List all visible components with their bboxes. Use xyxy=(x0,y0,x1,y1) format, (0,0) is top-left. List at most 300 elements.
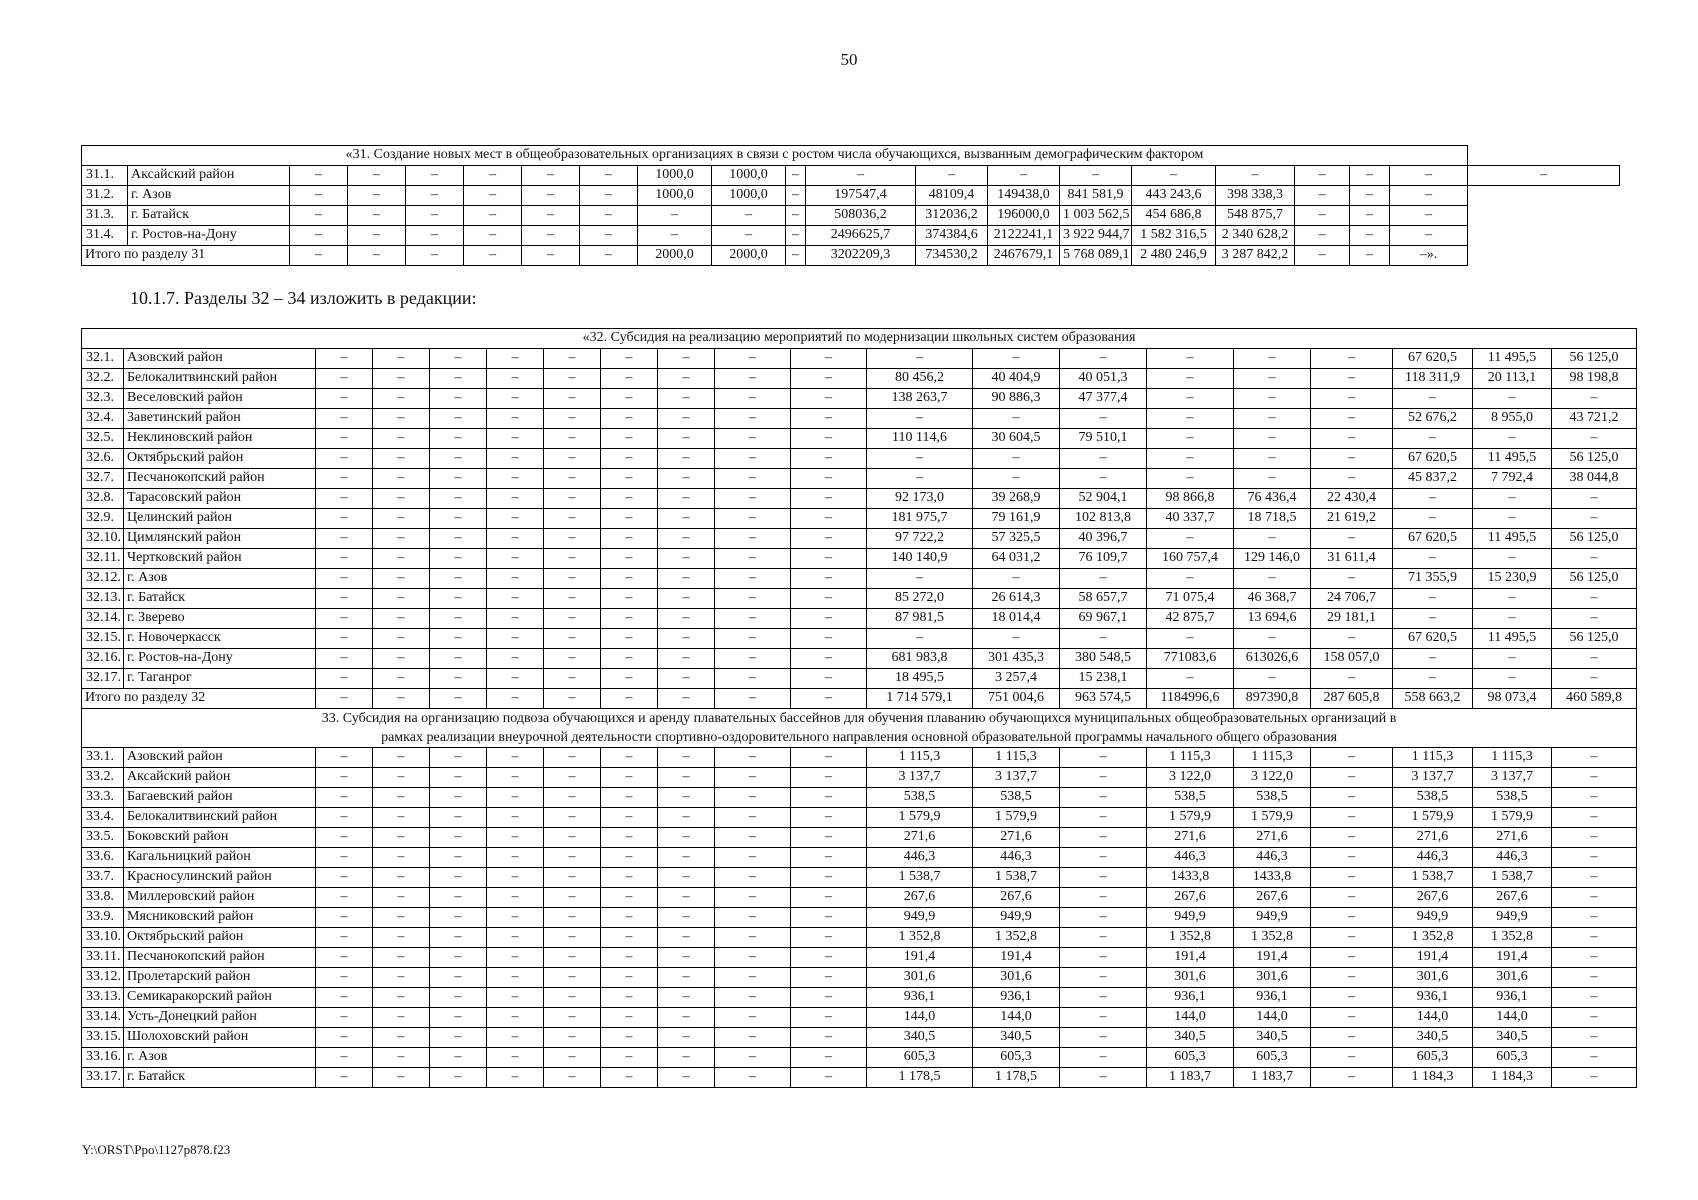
table-cell: – xyxy=(487,689,544,709)
table-cell: – xyxy=(580,226,638,246)
row-number: 33.7. xyxy=(82,868,124,888)
table-cell: – xyxy=(406,186,464,206)
table-row xyxy=(82,409,1637,429)
table-cell: – xyxy=(1234,529,1311,549)
table-cell: – xyxy=(373,888,430,908)
table-cell: – xyxy=(601,449,658,469)
table-cell: – xyxy=(1552,429,1637,449)
table-cell: – xyxy=(1311,788,1393,808)
table-cell: – xyxy=(430,389,487,409)
table-row xyxy=(82,569,1637,589)
table-cell: – xyxy=(638,206,712,226)
municipality-name: Красносулинский район xyxy=(124,868,316,888)
table-cell: – xyxy=(373,369,430,389)
table-cell: – xyxy=(601,549,658,569)
table-cell: – xyxy=(1552,509,1637,529)
table-cell: – xyxy=(373,1008,430,1028)
table-cell: – xyxy=(638,226,712,246)
table-cell: – xyxy=(715,569,791,589)
table-cell: – xyxy=(290,246,348,266)
table-cell: – xyxy=(1311,409,1393,429)
table-cell: 39 268,9 xyxy=(973,489,1060,509)
table-row xyxy=(82,469,1637,489)
table-cell: – xyxy=(373,808,430,828)
table-cell: – xyxy=(544,968,601,988)
table-cell: – xyxy=(1473,649,1552,669)
table-cell: – xyxy=(487,1008,544,1028)
table-cell: 1000,0 xyxy=(712,166,786,186)
table-cell: – xyxy=(1147,569,1234,589)
table-cell: 40 404,9 xyxy=(973,369,1060,389)
table-cell: – xyxy=(373,1048,430,1068)
table-cell: – xyxy=(712,206,786,226)
table-row xyxy=(82,609,1637,629)
table-cell: – xyxy=(715,1008,791,1028)
table-cell: 2 480 246,9 xyxy=(1132,246,1216,266)
table-cell: 271,6 xyxy=(1393,828,1473,848)
table-row xyxy=(82,429,1637,449)
table-cell: – xyxy=(580,186,638,206)
table-cell: 1 183,7 xyxy=(1234,1068,1311,1088)
table-cell: – xyxy=(1234,449,1311,469)
section-31-title-row xyxy=(82,146,1620,166)
table-cell: 29 181,1 xyxy=(1311,609,1393,629)
table-cell: – xyxy=(430,848,487,868)
table-cell: – xyxy=(464,226,522,246)
table-cell: – xyxy=(430,629,487,649)
table-cell: – xyxy=(373,389,430,409)
table-cell: 949,9 xyxy=(1473,908,1552,928)
table-cell: 538,5 xyxy=(1147,788,1234,808)
row-number: 33.1. xyxy=(82,748,124,768)
table-cell: – xyxy=(290,166,348,186)
table-cell: – xyxy=(1060,968,1147,988)
table-cell: – xyxy=(522,166,580,186)
table-cell: – xyxy=(1060,449,1147,469)
table-cell: 90 886,3 xyxy=(973,389,1060,409)
table-cell: – xyxy=(1393,609,1473,629)
table-cell: – xyxy=(1060,469,1147,489)
table-cell: – xyxy=(601,828,658,848)
table-cell: – xyxy=(487,1068,544,1088)
row-number: 31.1. xyxy=(82,166,128,186)
table-cell: – xyxy=(786,166,806,186)
table-cell: – xyxy=(1473,489,1552,509)
table-cell: – xyxy=(1552,868,1637,888)
table-cell: – xyxy=(406,166,464,186)
table-cell: – xyxy=(1311,908,1393,928)
table-cell: – xyxy=(430,669,487,689)
table-cell: – xyxy=(715,948,791,968)
table-cell: – xyxy=(1311,888,1393,908)
table-cell: – xyxy=(715,988,791,1008)
table-cell: – xyxy=(316,1048,373,1068)
table-cell: – xyxy=(544,629,601,649)
table-cell: – xyxy=(601,389,658,409)
table-cell: – xyxy=(1060,1068,1147,1088)
table-cell: 52 676,2 xyxy=(1393,409,1473,429)
table-cell: – xyxy=(316,848,373,868)
table-cell: – xyxy=(487,748,544,768)
table-row xyxy=(82,669,1637,689)
municipality-name: Шолоховский район xyxy=(124,1028,316,1048)
table-cell: – xyxy=(544,569,601,589)
table-cell: 1 352,8 xyxy=(1473,928,1552,948)
table-cell: – xyxy=(791,649,867,669)
table-cell: – xyxy=(316,609,373,629)
table-cell: – xyxy=(791,968,867,988)
table-cell: 144,0 xyxy=(1393,1008,1473,1028)
table-cell: – xyxy=(715,808,791,828)
table-cell: – xyxy=(1311,928,1393,948)
table-cell: – xyxy=(1060,629,1147,649)
table-cell: – xyxy=(791,1008,867,1028)
table-cell: – xyxy=(786,246,806,266)
table-cell: – xyxy=(430,888,487,908)
table-cell: – xyxy=(316,349,373,369)
table-cell: 45 837,2 xyxy=(1393,469,1473,489)
table-cell: 936,1 xyxy=(1234,988,1311,1008)
table-cell: – xyxy=(316,768,373,788)
table-cell: 287 605,8 xyxy=(1311,689,1393,709)
table-cell: – xyxy=(348,186,406,206)
table-cell: – xyxy=(373,509,430,529)
table-cell: 267,6 xyxy=(1147,888,1234,908)
table-cell: 301,6 xyxy=(867,968,973,988)
table-cell: 398 338,3 xyxy=(1216,186,1295,206)
table-cell: – xyxy=(1473,509,1552,529)
table-cell: 11 495,5 xyxy=(1473,529,1552,549)
table-row xyxy=(82,489,1637,509)
table-cell: – xyxy=(487,848,544,868)
table-cell: 548 875,7 xyxy=(1216,206,1295,226)
table-cell: – xyxy=(715,489,791,509)
table-cell: 312036,2 xyxy=(916,206,988,226)
table-cell: – xyxy=(373,489,430,509)
table-cell: 1 115,3 xyxy=(1473,748,1552,768)
table-cell: – xyxy=(1552,808,1637,828)
table-cell: – xyxy=(1060,868,1147,888)
table-cell: 446,3 xyxy=(1147,848,1234,868)
row-number: 33.16. xyxy=(82,1048,124,1068)
table-cell: – xyxy=(487,1048,544,1068)
table-cell: – xyxy=(715,928,791,948)
table-cell: – xyxy=(373,788,430,808)
table-cell: 158 057,0 xyxy=(1311,649,1393,669)
table-cell: – xyxy=(601,349,658,369)
table-cell: – xyxy=(1147,389,1234,409)
table-cell: – xyxy=(601,489,658,509)
table-cell: – xyxy=(373,609,430,629)
table-cell: – xyxy=(430,948,487,968)
table-cell: – xyxy=(1132,166,1216,186)
table-row xyxy=(82,848,1637,868)
table-cell: – xyxy=(544,689,601,709)
table-cell: 15 230,9 xyxy=(1473,569,1552,589)
table-cell: – xyxy=(1060,828,1147,848)
table-cell: 58 657,7 xyxy=(1060,589,1147,609)
table-cell: – xyxy=(316,569,373,589)
section-33-title-row xyxy=(82,709,1637,748)
table-cell: – xyxy=(1390,186,1468,206)
table-cell: 751 004,6 xyxy=(973,689,1060,709)
table-cell: 1 115,3 xyxy=(973,748,1060,768)
table-cell: 1 538,7 xyxy=(1473,868,1552,888)
table-cell: – xyxy=(1473,389,1552,409)
table-cell: – xyxy=(1473,549,1552,569)
table-cell: 963 574,5 xyxy=(1060,689,1147,709)
table-cell: – xyxy=(658,549,715,569)
table-cell: – xyxy=(791,689,867,709)
table-cell: 3202209,3 xyxy=(806,246,916,266)
table-cell: – xyxy=(715,908,791,928)
table-cell: – xyxy=(430,449,487,469)
municipality-name: Кагальницкий район xyxy=(124,848,316,868)
table-row xyxy=(82,908,1637,928)
table-cell: – xyxy=(601,1068,658,1088)
table-cell: – xyxy=(1234,369,1311,389)
table-cell: – xyxy=(487,828,544,848)
table-cell: 67 620,5 xyxy=(1393,529,1473,549)
table-cell: – xyxy=(1234,569,1311,589)
table-cell: – xyxy=(544,948,601,968)
table-cell: – xyxy=(1393,549,1473,569)
table-cell: – xyxy=(430,469,487,489)
table-cell: 160 757,4 xyxy=(1147,549,1234,569)
table-cell: 340,5 xyxy=(1393,1028,1473,1048)
table-cell: – xyxy=(658,589,715,609)
table-cell: – xyxy=(973,449,1060,469)
table-cell: – xyxy=(316,888,373,908)
table-cell: – xyxy=(601,469,658,489)
table-cell: 144,0 xyxy=(973,1008,1060,1028)
table-cell: 3 922 944,7 xyxy=(1060,226,1132,246)
row-number: 33.13. xyxy=(82,988,124,1008)
table-cell: – xyxy=(658,689,715,709)
table-cell: – xyxy=(658,888,715,908)
table-cell: 1 582 316,5 xyxy=(1132,226,1216,246)
table-cell: – xyxy=(487,569,544,589)
table-cell: – xyxy=(791,369,867,389)
row-number: 32.3. xyxy=(82,389,124,409)
table-cell: 1 178,5 xyxy=(867,1068,973,1088)
amendment-heading: 10.1.7. Разделы 32 – 34 изложить в редакции: xyxy=(130,288,477,308)
table-cell: – xyxy=(316,429,373,449)
table-cell: 43 721,2 xyxy=(1552,409,1637,429)
table-cell: – xyxy=(1147,409,1234,429)
table-cell: – xyxy=(1060,908,1147,928)
table-cell: 1 115,3 xyxy=(1147,748,1234,768)
section-31-title: «31. Создание новых мест в общеобразовательных организациях в связи с ростом числа обучающихся, вызванным демографическим фактором xyxy=(82,146,1468,166)
table-cell: 949,9 xyxy=(867,908,973,928)
table-cell: – xyxy=(1393,489,1473,509)
table-cell: – xyxy=(1552,948,1637,968)
table-cell: 681 983,8 xyxy=(867,649,973,669)
table-cell: – xyxy=(580,206,638,226)
table-cell: – xyxy=(601,409,658,429)
table-cell: – xyxy=(1393,649,1473,669)
table-cell: 446,3 xyxy=(867,848,973,868)
table-cell: 443 243,6 xyxy=(1132,186,1216,206)
table-cell: – xyxy=(867,629,973,649)
table-cell: 18 014,4 xyxy=(973,609,1060,629)
table-cell: – xyxy=(544,888,601,908)
table-cell: – xyxy=(1552,888,1637,908)
row-number: 33.9. xyxy=(82,908,124,928)
table-cell: – xyxy=(715,469,791,489)
municipality-name: г. Батайск xyxy=(128,206,290,226)
table-cell: – xyxy=(1393,669,1473,689)
table-row xyxy=(82,529,1637,549)
table-cell: – xyxy=(544,1008,601,1028)
table-cell: – xyxy=(1350,186,1390,206)
table-cell: 301,6 xyxy=(1473,968,1552,988)
table-cell: 56 125,0 xyxy=(1552,349,1637,369)
table-cell: 340,5 xyxy=(1234,1028,1311,1048)
table-cell: 949,9 xyxy=(1234,908,1311,928)
municipality-name: Пролетарский район xyxy=(124,968,316,988)
table-cell: 3 137,7 xyxy=(973,768,1060,788)
table-cell: – xyxy=(715,449,791,469)
table-cell: 301,6 xyxy=(973,968,1060,988)
table-cell: – xyxy=(867,409,973,429)
table-cell: – xyxy=(1060,569,1147,589)
table-cell: – xyxy=(658,349,715,369)
table-cell: 446,3 xyxy=(973,848,1060,868)
table-cell: – xyxy=(601,369,658,389)
table-cell: 40 337,7 xyxy=(1147,509,1234,529)
table-cell: 1 579,9 xyxy=(1234,808,1311,828)
table-cell: – xyxy=(430,369,487,389)
table-row xyxy=(82,788,1637,808)
table-cell: – xyxy=(601,589,658,609)
table-cell: – xyxy=(791,409,867,429)
row-number: 32.7. xyxy=(82,469,124,489)
table-cell: – xyxy=(1552,1008,1637,1028)
table-cell: 110 114,6 xyxy=(867,429,973,449)
table-cell: – xyxy=(373,828,430,848)
table-cell: – xyxy=(791,449,867,469)
table-row xyxy=(82,808,1637,828)
table-cell: – xyxy=(316,808,373,828)
table-cell: 98 073,4 xyxy=(1473,689,1552,709)
table-cell: – xyxy=(430,689,487,709)
table-cell: 605,3 xyxy=(1473,1048,1552,1068)
table-cell: 87 981,5 xyxy=(867,609,973,629)
table-row xyxy=(82,509,1637,529)
table-cell: 936,1 xyxy=(1393,988,1473,1008)
municipality-name: Белокалитвинский район xyxy=(124,808,316,828)
table-cell: 1 183,7 xyxy=(1147,1068,1234,1088)
table-cell: – xyxy=(544,609,601,629)
total-row-31 xyxy=(82,246,1620,266)
total-row-32 xyxy=(82,689,1637,709)
table-cell: – xyxy=(406,226,464,246)
table-cell: 271,6 xyxy=(973,828,1060,848)
table-cell: – xyxy=(715,768,791,788)
row-number: 31.2. xyxy=(82,186,128,206)
table-cell: 605,3 xyxy=(973,1048,1060,1068)
table-cell: – xyxy=(373,649,430,669)
table-cell: – xyxy=(373,569,430,589)
table-cell: – xyxy=(373,669,430,689)
row-number: 32.9. xyxy=(82,509,124,529)
table-cell: 67 620,5 xyxy=(1393,349,1473,369)
table-row xyxy=(82,988,1637,1008)
table-cell: – xyxy=(348,206,406,226)
table-cell: 454 686,8 xyxy=(1132,206,1216,226)
table-cell: – xyxy=(658,868,715,888)
page-number: 50 xyxy=(840,50,858,69)
table-cell: – xyxy=(791,389,867,409)
table-cell: – xyxy=(791,948,867,968)
table-cell: – xyxy=(316,788,373,808)
table-cell: – xyxy=(544,409,601,429)
table-cell: – xyxy=(1552,768,1637,788)
table-cell: – xyxy=(348,226,406,246)
table-cell: – xyxy=(867,349,973,369)
table-cell: – xyxy=(1060,748,1147,768)
table-cell: – xyxy=(658,529,715,549)
municipality-name: Чертковский район xyxy=(124,549,316,569)
table-cell: – xyxy=(658,928,715,948)
table-row xyxy=(82,1048,1637,1068)
table-cell: – xyxy=(791,868,867,888)
table-cell: – xyxy=(487,649,544,669)
table-row xyxy=(82,1028,1637,1048)
table-cell: – xyxy=(373,469,430,489)
table-cell: – xyxy=(487,369,544,389)
table-cell: – xyxy=(522,186,580,206)
table-cell: 271,6 xyxy=(1473,828,1552,848)
table-cell: 52 904,1 xyxy=(1060,489,1147,509)
table-row xyxy=(82,389,1637,409)
table-cell: 1 115,3 xyxy=(867,748,973,768)
table-cell: – xyxy=(316,509,373,529)
table-cell: 1433,8 xyxy=(1147,868,1234,888)
table-cell: 144,0 xyxy=(1234,1008,1311,1028)
table-cell: 13 694,6 xyxy=(1234,609,1311,629)
table-cell: 267,6 xyxy=(1473,888,1552,908)
table-cell: – xyxy=(406,206,464,226)
table-cell: – xyxy=(1295,166,1350,186)
table-cell: 508036,2 xyxy=(806,206,916,226)
table-cell: – xyxy=(544,389,601,409)
municipality-name: Усть-Донецкий район xyxy=(124,1008,316,1028)
table-cell: – xyxy=(544,928,601,948)
table-cell: 1 352,8 xyxy=(867,928,973,948)
table-cell: – xyxy=(430,489,487,509)
table-cell: – xyxy=(544,369,601,389)
table-cell: – xyxy=(1311,449,1393,469)
table-cell: 1 184,3 xyxy=(1473,1068,1552,1088)
table-cell: 191,4 xyxy=(867,948,973,968)
table-cell: – xyxy=(791,669,867,689)
table-cell: – xyxy=(373,449,430,469)
table-cell: – xyxy=(430,928,487,948)
table-cell: – xyxy=(1552,788,1637,808)
table-cell: – xyxy=(1060,808,1147,828)
table-cell: – xyxy=(1311,1028,1393,1048)
table-cell: 15 238,1 xyxy=(1060,669,1147,689)
table-cell: – xyxy=(786,186,806,206)
table-cell: – xyxy=(601,908,658,928)
municipality-name: г. Новочеркасск xyxy=(124,629,316,649)
municipality-name: г. Таганрог xyxy=(124,669,316,689)
table-cell: 841 581,9 xyxy=(1060,186,1132,206)
table-cell: – xyxy=(430,509,487,529)
table-cell: – xyxy=(867,569,973,589)
